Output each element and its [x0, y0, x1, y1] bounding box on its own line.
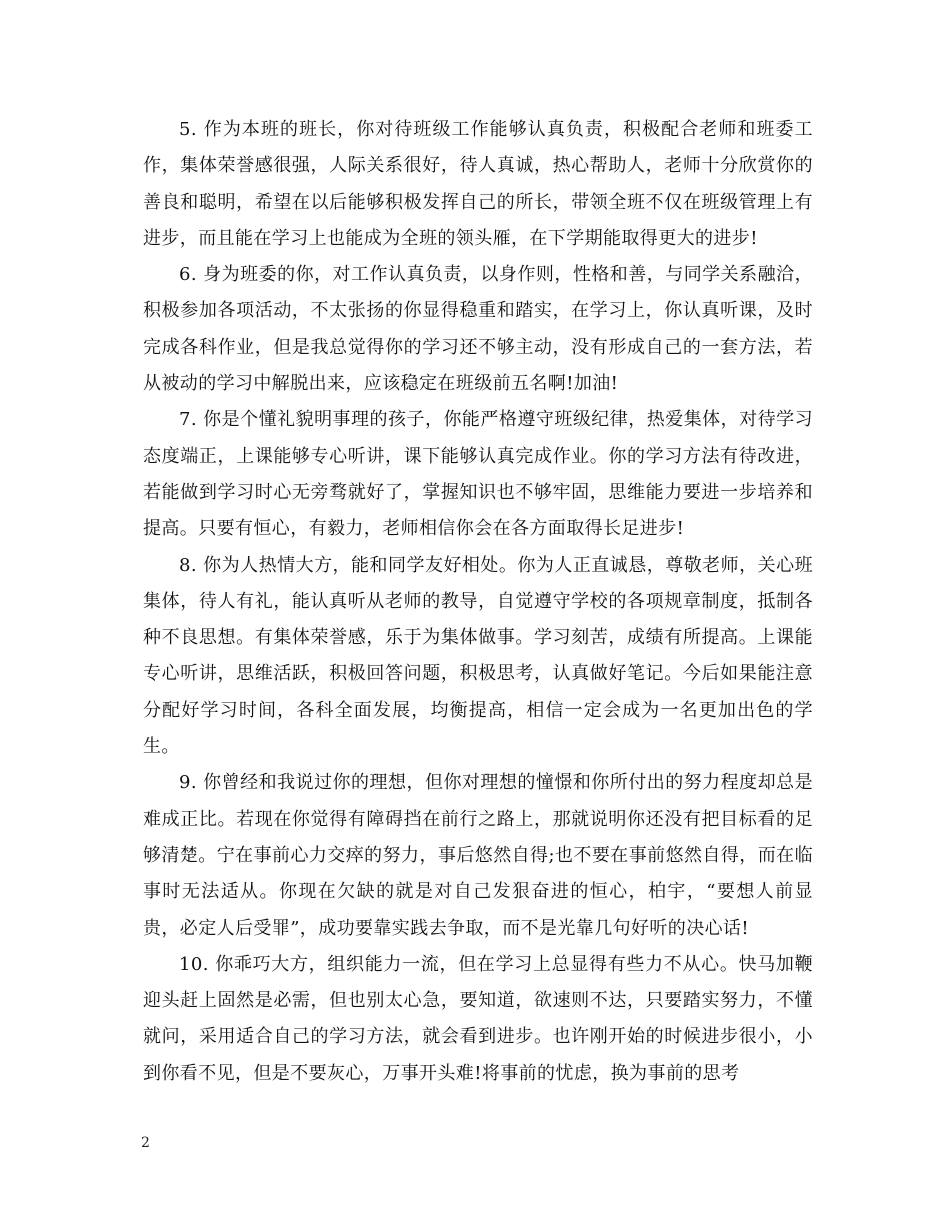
paragraph-10: 10. 你乖巧大方，组织能力一流，但在学习上总显得有些力不从心。快马加鞭迎头赶上固然是必需，但也别太心急，要知道，欲速则不达，只要踏实努力，不懂就问，采用适合自己的学习方法，就会看到进步。也许刚开始的时候进步很小，小到你看不见，但是不要灰心，万事开头难!将事前的忧虑，换为事前的思考 — [143, 953, 813, 1084]
paragraph-6: 6. 身为班委的你，对工作认真负责，以身作则，性格和善，与同学关系融洽，积极参加各项活动，不太张扬的你显得稳重和踏实，在学习上，你认真听课，及时完成各科作业，但是我总觉得你的学习还不够主动，没有形成自己的一套方法，若从被动的学习中解脱出来，应该稳定在班级前五名啊!加油! — [143, 264, 813, 395]
paragraph-9: 9. 你曾经和我说过你的理想，但你对理想的憧憬和你所付出的努力程度却总是难成正比。若现在你觉得有障碍挡在前行之路上，那就说明你还没有把目标看的足够清楚。宁在事前心力交瘁的努力，事后悠然自得;也不要在事前悠然自得，而在临事时无法适从。你现在欠缺的就是对自己发狠奋进的恒心，柏宇，“要想人前显贵，必定人后受罪”，成功要靠实践去争取，而不是光靠几句好听的决心话! — [143, 772, 813, 939]
document-body — [143, 112, 813, 1092]
paragraph-7: 7. 你是个懂礼貌明事理的孩子，你能严格遵守班级纪律，热爱集体，对待学习态度端正，上课能够专心听讲，课下能够认真完成作业。你的学习方法有待改进，若能做到学习时心无旁骛就好了，掌握知识也不够牢固，思维能力要进一步培养和提高。只要有恒心，有毅力，老师相信你会在各方面取得长足进步! — [143, 409, 813, 540]
paragraph-8: 8. 你为人热情大方，能和同学友好相处。你为人正直诚恳，尊敬老师，关心班集体，待人有礼，能认真听从老师的教导，自觉遵守学校的各项规章制度，抵制各种不良思想。有集体荣誉感，乐于为集体做事。学习刻苦，成绩有所提高。上课能专心听讲，思维活跃，积极回答问题，积极思考，认真做好笔记。今后如果能注意分配好学习时间，各科全面发展，均衡提高，相信一定会成为一名更加出色的学生。 — [143, 554, 813, 758]
page-number: 2 — [141, 1135, 150, 1151]
paragraph-5: 5. 作为本班的班长，你对待班级工作能够认真负责，积极配合老师和班委工作，集体荣誉感很强，人际关系很好，待人真诚，热心帮助人，老师十分欣赏你的善良和聪明，希望在以后能够积极发挥自己的所长，带领全班不仅在班级管理上有进步，而且能在学习上也能成为全班的领头雁，在下学期能取得更大的进步! — [143, 119, 813, 249]
